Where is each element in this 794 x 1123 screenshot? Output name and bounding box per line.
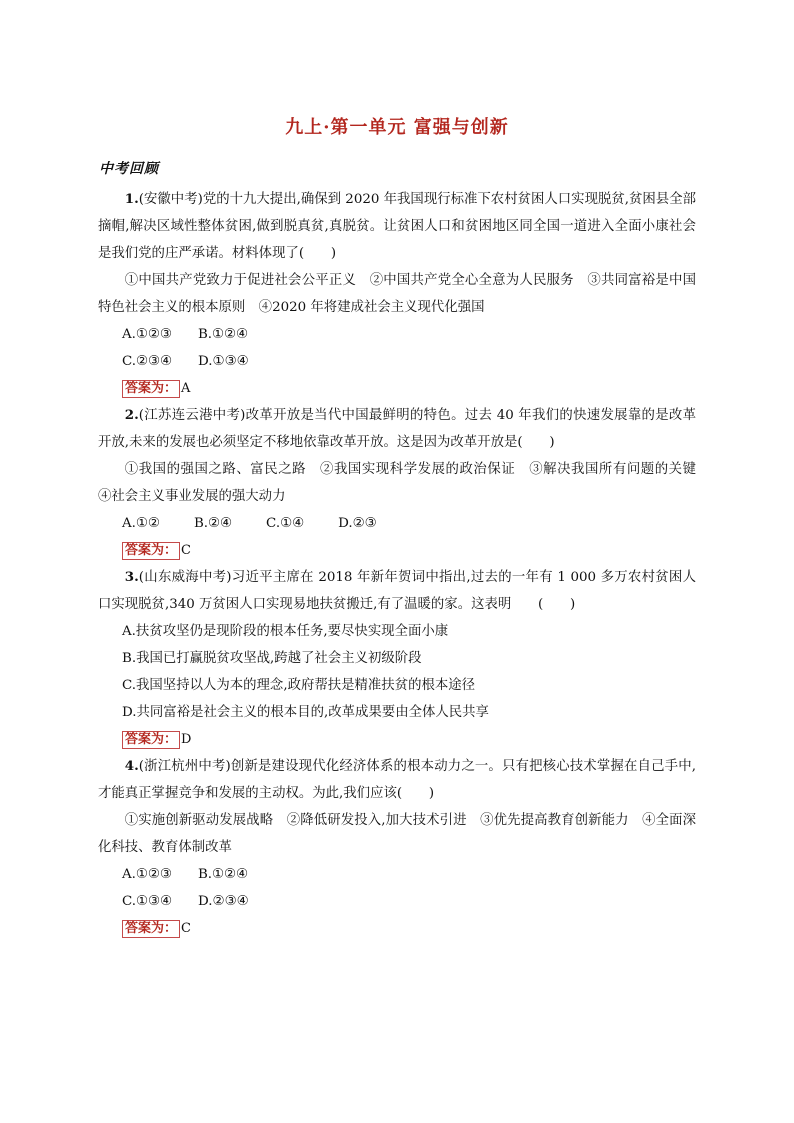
question-stem <box>98 753 696 807</box>
answer-value: D <box>181 732 192 747</box>
answer-row <box>98 915 696 942</box>
question-2 <box>98 402 710 564</box>
option-a: A.扶贫攻坚仍是现阶段的根本任务,要尽快实现全面小康 <box>122 624 449 639</box>
option-d: D.共同富裕是社会主义的根本目的,改革成果要由全体人民共享 <box>122 705 489 720</box>
answer-value: C <box>181 921 191 936</box>
answer-value: A <box>181 381 191 396</box>
question-items: ①中国共产党致力于促进社会公平正义 ②中国共产党全心全意为人民服务 ③共同富裕是中国特色社会主义的根本原则 ④2020 年将建成社会主义现代化强国 <box>98 273 696 315</box>
answer-row <box>98 726 696 753</box>
answer-value: C <box>181 543 191 558</box>
answer-label: 答案为： <box>122 542 180 560</box>
option-d: D.①③④ <box>198 354 249 369</box>
option-c: C.②③④ <box>122 354 173 369</box>
question-text: (安徽中考)党的十九大提出,确保到 2020 年我国现行标准下农村贫困人口实现脱贫,贫困县全部摘帽,解决区域性整体贫困,做到脱真贫,真脱贫。让贫困人口和贫困地区同全国一道进入全面小康社会是我们党的庄严承诺。材料体现了( ) <box>98 192 696 261</box>
question-stem <box>98 402 696 456</box>
question-text: (浙江杭州中考)创新是建设现代化经济体系的根本动力之一。只有把核心技术掌握在自己手中,才能真正掌握竞争和发展的主动权。为此,我们应该( ) <box>98 759 696 801</box>
question-text: (山东威海中考)习近平主席在 2018 年新年贺词中指出,过去的一年有 1 000 多万农村贫困人口实现脱贫,340 万贫困人口实现易地扶贫搬迁,有了温暖的家。这表明 ( ) <box>98 570 696 612</box>
page-title: 九上·第一单元 富强与创新 <box>285 117 509 138</box>
option-c: C.我国坚持以人为本的理念,政府帮扶是精准扶贫的根本途径 <box>122 678 476 693</box>
question-stem <box>98 186 696 267</box>
option-b: B.②④ <box>193 516 233 531</box>
question-number: 3. <box>124 569 139 585</box>
question-number: 2. <box>124 407 139 423</box>
question-3 <box>98 564 696 753</box>
answer-label: 答案为： <box>122 731 180 749</box>
section-heading: 中考回顾 <box>99 161 159 177</box>
question-1 <box>98 186 696 402</box>
answer-label: 答案为： <box>122 920 180 938</box>
question-stem <box>98 564 696 618</box>
option-c: C.①④ <box>266 516 305 531</box>
options-row <box>98 321 696 348</box>
answer-row <box>98 537 696 564</box>
options-row <box>98 888 696 915</box>
option-a: A.①②③ <box>122 327 172 342</box>
option-c: C.①③④ <box>122 894 173 909</box>
option-d: D.②③ <box>338 516 377 531</box>
option-a: A.①② <box>122 516 160 531</box>
question-items: ①实施创新驱动发展战略 ②降低研发投入,加大技术引进 ③优先提高教育创新能力 ④全面深化科技、教育体制改革 <box>98 813 696 855</box>
option-b: B.①②④ <box>197 327 249 342</box>
option-b: B.我国已打赢脱贫攻坚战,跨越了社会主义初级阶段 <box>122 651 422 666</box>
options-row <box>98 348 696 375</box>
question-4 <box>98 753 696 942</box>
question-list <box>98 186 710 942</box>
option-d: D.②③④ <box>198 894 249 909</box>
question-number: 4. <box>124 758 139 774</box>
options-row <box>98 861 696 888</box>
option-a: A.①②③ <box>122 867 172 882</box>
answer-label: 答案为： <box>122 380 180 398</box>
answer-row <box>98 375 696 402</box>
options-row <box>98 510 696 537</box>
question-text: (江苏连云港中考)改革开放是当代中国最鲜明的特色。过去 40 年我们的快速发展靠的是改革开放,未来的发展也必须坚定不移地依靠改革开放。这是因为改革开放是( ) <box>98 408 696 450</box>
option-b: B.①②④ <box>197 867 249 882</box>
question-number: 1. <box>124 191 139 207</box>
question-items: ①我国的强国之路、富民之路 ②我国实现科学发展的政治保证 ③解决我国所有问题的关键 ④社会主义事业发展的强大动力 <box>98 462 710 504</box>
